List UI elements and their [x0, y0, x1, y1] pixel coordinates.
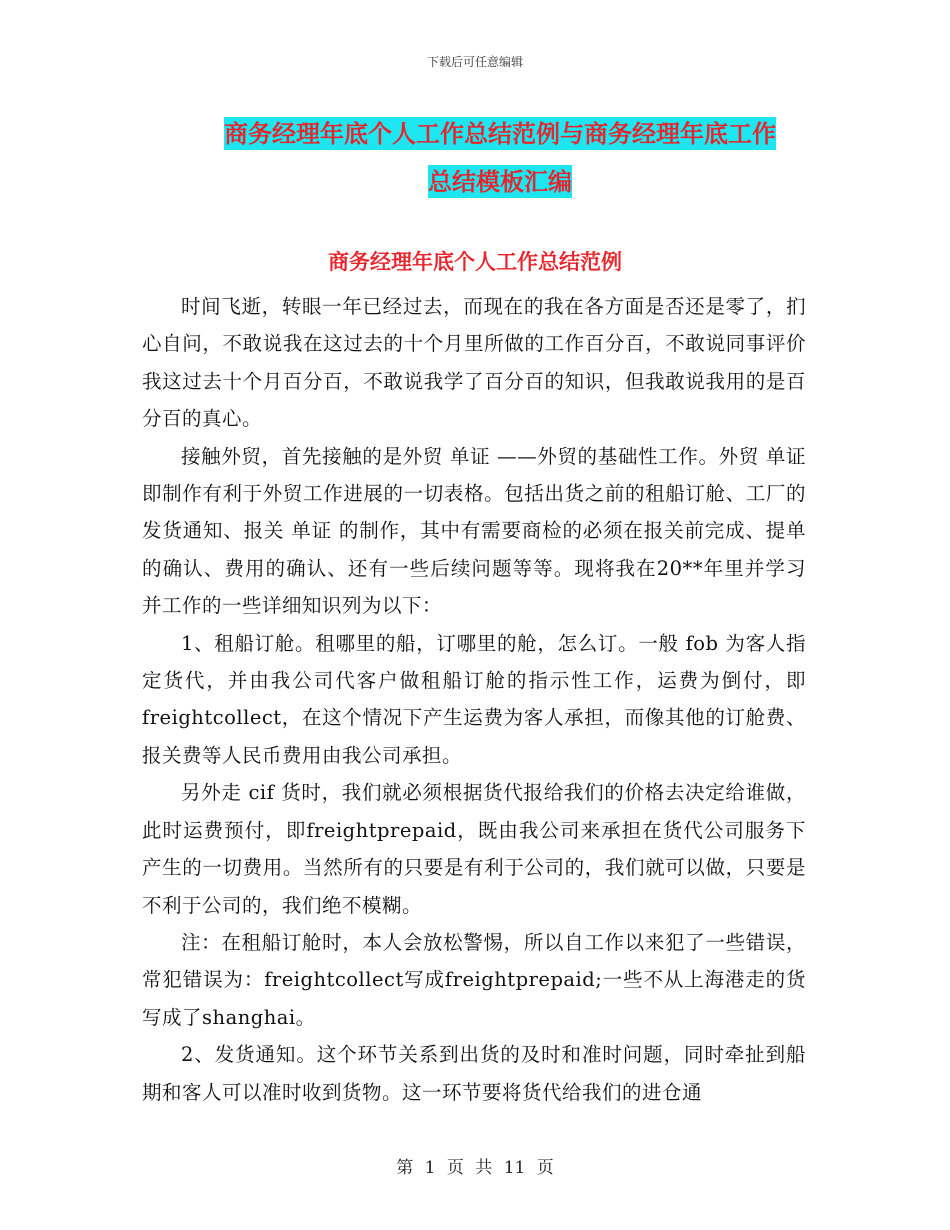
paragraph-6: 2、发货通知。这个环节关系到出货的及时和准时问题，同时牵扯到船期和客人可以准时收到货物。这一环节要将货代给我们的进仓通 — [142, 1043, 806, 1104]
page-number-footer: 第 1 页 共 11 页 — [396, 1158, 554, 1178]
document-title-line-1: 商务经理年底个人工作总结范例与商务经理年底工作 — [224, 119, 776, 148]
document-title — [140, 110, 860, 206]
paragraph-1: 时间飞逝，转眼一年已经过去，而现在的我在各方面是否还是零了，扪心自问，不敢说我在这过去的十个月里所做的工作百分百，不敢说同事评价我这过去十个月百分百，不敢说我学了百分百的知识，但我敢说我用的是百分百的真心。 — [142, 295, 806, 431]
paragraph-5: 注：在租船订舱时，本人会放松警惕，所以自工作以来犯了一些错误，常犯错误为：freightcollect写成freightprepaid;一些不从上海港走的货写成了shanghai。 — [142, 930, 806, 1029]
paragraph-3: 1、租船订舱。租哪里的船，订哪里的舱，怎么订。一般 fob 为客人指定货代，并由我公司代客户做租船订舱的指示性工作，运费为倒付，即freightcollect，在这个情况下产生运费为客人承担，而像其他的订舱费、报关费等人民币费用由我公司承担。 — [142, 631, 806, 767]
header-note: 下载后可任意编辑 — [426, 55, 523, 69]
section-title: 商务经理年底个人工作总结范例 — [328, 249, 622, 274]
document-body — [142, 288, 806, 1111]
document-title-line-2: 总结模板汇编 — [428, 167, 572, 196]
paragraph-4: 另外走 cif 货时，我们就必须根据货代报给我们的价格去决定给谁做，此时运费预付，即freightprepaid，既由我公司来承担在货代公司服务下产生的一切费用。当然所有的只要是有利于公司的，我们就可以做，只要是不利于公司的，我们绝不模糊。 — [142, 781, 806, 917]
paragraph-2: 接触外贸，首先接触的是外贸 单证 ——外贸的基础性工作。外贸 单证 即制作有利于外贸工作进展的一切表格。包括出货之前的租船订舱、工厂的发货通知、报关 单证 的制作，其中有需要商检的必须在报关前完成、提单的确认、费用的确认、还有一些后续问题等等。现将我在20**年里并学习并工作的一些详细知识列为以下： — [142, 444, 806, 618]
